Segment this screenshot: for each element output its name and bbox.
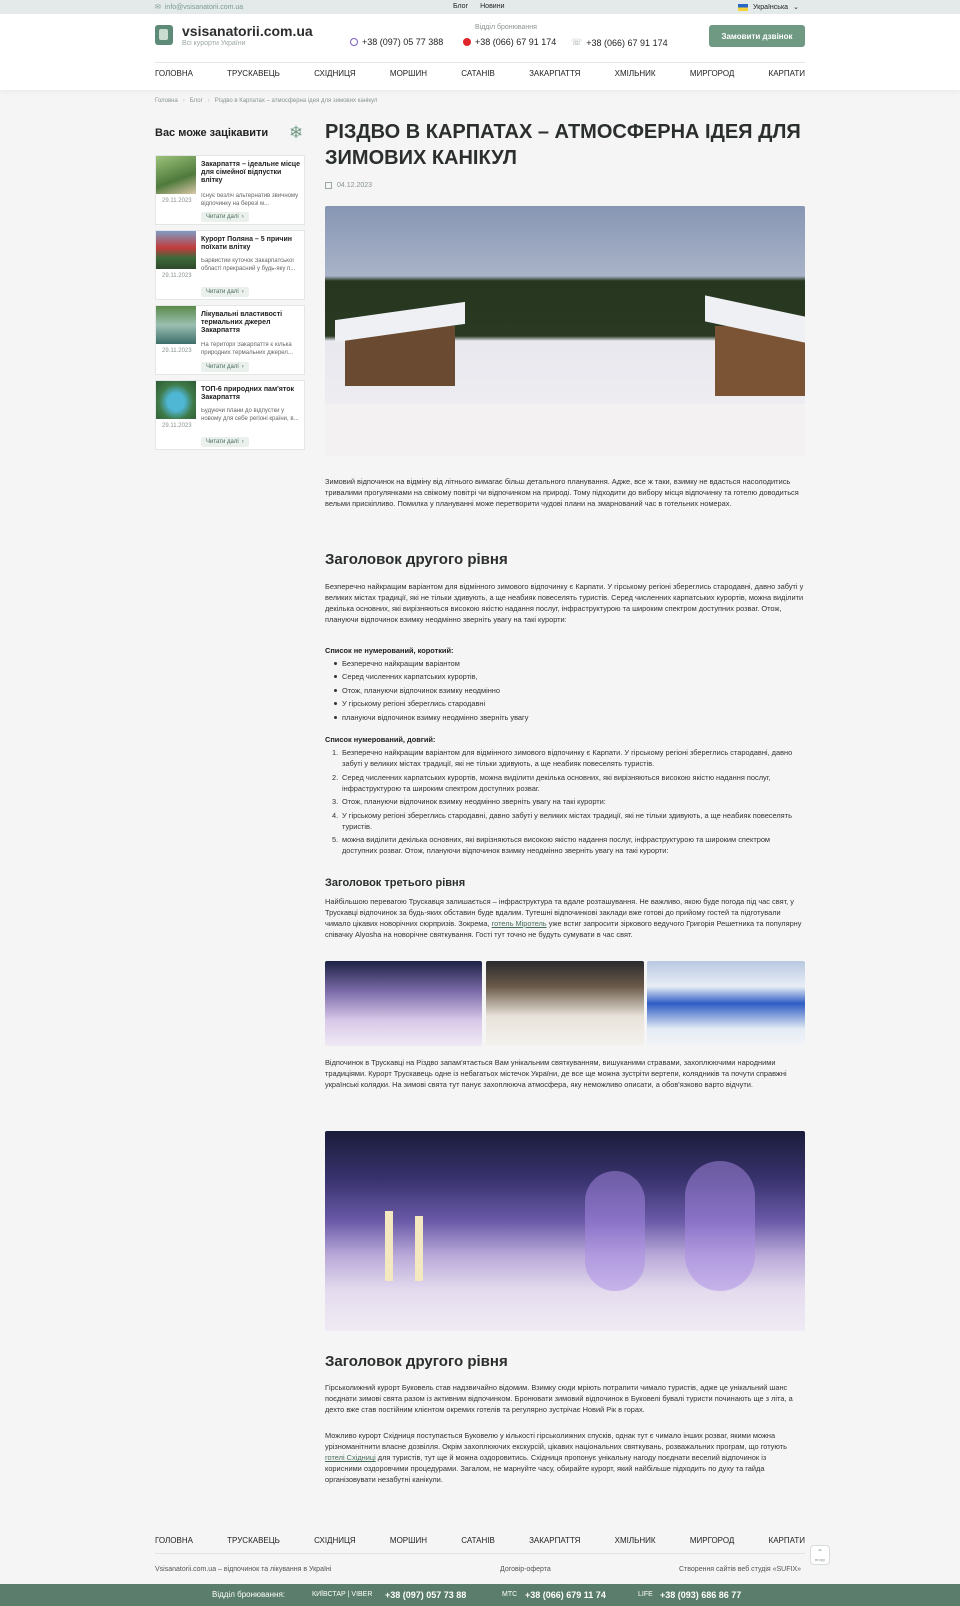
top-bar (0, 0, 960, 14)
booking-bar (0, 1584, 960, 1606)
hero-image (325, 206, 805, 456)
booking-phone[interactable] (385, 1590, 466, 1600)
article-date-text: 04.12.2023 (337, 182, 373, 189)
nav-item[interactable]: ЗАКАРПАТТЯ (529, 69, 581, 78)
vodafone-icon (463, 38, 471, 46)
article-paragraph (325, 896, 805, 940)
list-number: 5. (332, 835, 339, 844)
list-number: 4. (332, 810, 339, 820)
logo-icon[interactable] (155, 25, 173, 45)
ukraine-flag-icon (738, 4, 748, 11)
card-thumbnail (156, 381, 196, 419)
footer-divider (155, 1553, 805, 1554)
chevron-up-icon: ⌃ (816, 1548, 824, 1557)
paragraph-text: для туристів, тут ще й можна оздоровитись. Східниця пропонує унікальну нагоду поєднати веселий відпочинок із корисними оздоровчими процедурами. Загалом, не марнуйте часу, обирайте курорт, який найбільше підходить по духу та гайда організовувати незабутні канікули. (325, 1453, 767, 1484)
read-more-label: Читати далі (206, 214, 239, 220)
list-label: Список не нумерований, короткий: (325, 646, 454, 655)
site-tagline: Всі курорти України (182, 40, 246, 47)
card-excerpt: Барвистий куточок Закарпатської області прекрасний у будь-яку п... (201, 258, 296, 272)
breadcrumb (155, 98, 377, 104)
nav-item[interactable]: СХІДНИЦЯ (314, 69, 356, 78)
list-item: Серед численних карпатських курортів, (325, 670, 805, 683)
sidebar-card[interactable] (155, 230, 305, 300)
phone-landline[interactable] (571, 37, 668, 48)
sidebar-card[interactable] (155, 305, 305, 375)
article-title: РІЗДВО В КАРПАТАХ – АТМОСФЕРНА ІДЕЯ ДЛЯ ЗИМОВИХ КАНІКУЛ (325, 121, 801, 169)
article-paragraph: Відпочинок в Трускавці на Різдво запам'ятається Вам унікальним святкуванням, вишуканими стравами, захоплюючими народними традиціями. Курорт Трускавець одне із небагатьох містечок України, де все ще можна зустріти вертепи, колядників та почути справжні українські колядки. На зимові свята тут панує захоплююча атмосфера, яку неможливо описати, а обов'язково варто відчути. (325, 1058, 787, 1089)
card-title[interactable]: Закарпаття – ідеальне місце для сімейної відпустки влітку (201, 161, 300, 184)
paragraph-text: Можливо курорт Східниця поступається Буковелю у кількості гірськолижних спусків, однак тут є чимало інших розваг, якими можна урізноманітнити власне дозвілля. Окрім захоплюючих екскурсій, цікавих національних святкувань, розважальних програм, що готують (325, 1431, 787, 1451)
article-date (325, 182, 372, 189)
card-excerpt: Існує безліч альтернатив звичному відпочинку на березі м... (201, 193, 299, 207)
nav-item[interactable]: ТРУСКАВЕЦЬ (227, 69, 280, 78)
tree-lights-shape (685, 1161, 755, 1291)
order-call-button[interactable]: Замовити дзвінок (709, 25, 805, 47)
footer-nav-item[interactable]: КАРПАТИ (768, 1535, 805, 1545)
list-item-text: У гірському регіоні збереглись стародавні, давно забуті у великих містах традиції, які не тільки здивують, а ще неабияк повеселять туристів. (342, 810, 792, 831)
card-thumbnail (156, 231, 196, 269)
card-date: 29.11.2023 (162, 273, 192, 279)
phone-number: +38 (093) 686 86 77 (660, 1590, 742, 1600)
card-date: 29.11.2023 (162, 423, 192, 429)
breadcrumb-home[interactable]: Головна (155, 98, 178, 104)
lamp-post-shape (415, 1216, 423, 1281)
sidebar-title: Вас може зацікавити (155, 127, 269, 139)
tree-lights-shape (585, 1171, 645, 1291)
list-item: плануючи відпочинок взимку неодмінно зверніть увагу (325, 711, 805, 724)
list-number: 1. (332, 748, 339, 757)
footer-nav-item[interactable]: ГОЛОВНА (155, 1535, 193, 1545)
booking-phone[interactable] (525, 1590, 606, 1600)
heading-h2: Заголовок другого рівня (325, 1353, 508, 1370)
nav-item[interactable]: ХМІЛЬНИК (614, 69, 656, 78)
sidebar-card[interactable] (155, 380, 305, 450)
breadcrumb-blog[interactable]: Блог (189, 98, 203, 104)
list-item-text: можна виділити декілька основних, які вирізняються високою якістю надання послуг, інфраструктурою та широким спектром доступних розваг. Отож, плануючи відпочинок взимку неодмінно зверніть увагу на такі курорти: (342, 835, 771, 855)
list-item: У гірському регіоні збереглись стародавні (325, 697, 805, 710)
chevron-right-icon: › (241, 439, 244, 445)
scroll-to-top-button[interactable] (810, 1545, 830, 1565)
hotel-mirotel-link[interactable]: готель Міротель (491, 919, 547, 928)
footer-nav-item[interactable]: СХІДНИЦЯ (314, 1535, 356, 1545)
card-excerpt: Будуючи плани до відпустки у новому для себе регіоні країни, в... (201, 408, 299, 422)
list-item-text: Безперечно найкращим варіантом для відмінного зимового відпочинку є Карпати. У гірському регіоні збереглись стародавні, давно забуті у великих містах традиції, які не тільки здивують, а ще неабияк повеселять туристів. (342, 748, 793, 768)
read-more-label: Читати далі (206, 289, 239, 295)
read-more-button[interactable] (201, 287, 249, 297)
phone-number: +38 (097) 05 77 388 (362, 37, 444, 47)
contract-link[interactable]: Договір-оферта (500, 1566, 551, 1573)
email-link[interactable] (155, 3, 243, 11)
list-label: Список нумерований, довгий: (325, 735, 436, 744)
breadcrumb-separator: › (207, 98, 210, 104)
card-title[interactable]: ТОП-6 природних пам'яток Закарпаття (201, 386, 294, 401)
footer-nav-item[interactable]: ТРУСКАВЕЦЬ (227, 1535, 280, 1545)
card-thumbnail (156, 306, 196, 344)
nav-item[interactable]: МИРГОРОД (689, 69, 735, 78)
language-label: Українська (753, 3, 789, 11)
site-name[interactable]: vsisanatorii.com.ua (182, 23, 313, 39)
operator-label: КИЇВСТАР | VIBER (312, 1591, 373, 1598)
read-more-label: Читати далі (206, 439, 239, 445)
mail-icon: ✉ (155, 4, 161, 11)
read-more-button[interactable] (201, 362, 249, 372)
heading-h2: Заголовок другого рівня (325, 551, 508, 568)
phone-vodafone[interactable] (463, 37, 556, 47)
nav-item[interactable]: КАРПАТИ (768, 69, 805, 78)
list-item: Отож, плануючи відпочинок взимку неодмінно (325, 684, 805, 697)
article-paragraph: Безперечно найкращим варіантом для відмінного зимового відпочинку є Карпати. У гірському регіоні збереглись стародавні, давно забуті у великих містах традиції, які не тільки здивують, а ще неабияк повеселять туристів. Серед численних карпатських курортів, можна виділити декілька основних, які вирізняються високою якістю надання послуг, інфраструктурою та широким спектром доступних розваг. Отож, плануючи відпочинок взимку неодмінно зверніть увагу на такі курорти: (325, 582, 804, 624)
read-more-label: Читати далі (206, 364, 239, 370)
phone-viber[interactable] (350, 37, 443, 47)
card-title[interactable]: Лікувальні властивості термальних джерел Закарпаття (201, 311, 283, 334)
heading-h3: Заголовок третього рівня (325, 877, 466, 889)
phone-number: +38 (066) 67 91 174 (586, 37, 668, 48)
park-image (325, 1131, 805, 1331)
article-paragraph: Гірськолижний курорт Буковель став надзвичайно відомим. Взимку сюди мріють потрапити чимало туристів, адже це унікальний шанс поєднати зимові свята разом із активним відпочинком. Бронювати зимовий відпочинок в Буковелі бувалі туристи починають ще з літа, а дехто вже став постійним клієнтом окремих готелів та регулярно зустрічає Новий Рік в горах. (325, 1383, 793, 1414)
scroll-to-top-label: вгору (815, 1557, 825, 1562)
sidebar-card[interactable] (155, 155, 305, 225)
list-number: 3. (332, 797, 339, 806)
card-date: 29.11.2023 (162, 198, 192, 204)
footer-nav-item[interactable]: ХМІЛЬНИК (614, 1535, 656, 1545)
booking-label: Відділ бронювання (475, 24, 537, 31)
footer-nav-item[interactable]: МИРГОРОД (689, 1535, 735, 1545)
footer-nav (155, 1531, 805, 1549)
read-more-button[interactable] (201, 437, 249, 447)
phone-number: +38 (066) 679 11 74 (525, 1590, 606, 1600)
numbered-list (325, 747, 805, 859)
gallery-image (486, 961, 644, 1046)
chevron-right-icon: › (241, 364, 244, 370)
chevron-right-icon: › (241, 214, 244, 220)
paragraph-text: Найбільшою перевагою Трускавця залишається – інфраструктура та вдале розташування. Не важливо, якою буде погода під час свят, у Трускавці відпочинок за будь-яких обставин буде вдалим. Тутешні відпочинкові заклади вже готові до прийому гостей та підготували чимало цікавих новорічних сюрпризів. Зокрема, (325, 897, 794, 928)
card-thumbnail (156, 156, 196, 194)
lamp-post-shape (385, 1211, 393, 1281)
site-header (0, 14, 960, 90)
email-text: info@vsisanatorii.com.ua (164, 3, 244, 11)
operator-label: МТС (502, 1591, 518, 1598)
booking-phone[interactable] (660, 1590, 741, 1600)
footer-nav-item[interactable]: МОРШИН (389, 1535, 428, 1545)
paragraph-text: уже встиг запросити зіркового ведучого Григорія Решетника та популярну співачку Alyosha на новорічне святкування. Гості тут точно не будуть сумувати в час свят. (325, 919, 802, 939)
card-date: 29.11.2023 (162, 348, 192, 354)
studio-link[interactable]: Створення сайтів веб студія «SUFIX» (679, 1566, 802, 1573)
snow-shape (325, 404, 805, 456)
list-item (325, 810, 805, 832)
breadcrumb-current: Різдво в Карпатах – атмосферна ідея для зимових канікул (214, 98, 378, 104)
calendar-icon (325, 182, 332, 189)
snowflake-icon: ❄ (288, 123, 304, 142)
phone-icon: ☏ (571, 37, 583, 47)
card-excerpt: На території Закарпаття є кілька природних термальних джерел... (201, 342, 293, 356)
copyright-text: Vsisanatorii.com.ua – відпочинок та лікування в Україні (155, 1566, 332, 1573)
nav-item[interactable]: САТАНІВ (461, 69, 495, 78)
article-intro: Зимовий відпочинок на відміну від літнього вимагає більш детального планування. Адже, все ж таки, взимку не вдасться насолодитись тривалими прогулянками на свіжому повітрі чи відпочинком на природі. Тому підходити до вибору місця відпочинку та готелю доводиться вельми прискіпливо. Помилка у плануванні може перетворити чудові плани на змарнований час в готельних номерах. (325, 477, 799, 508)
operator-label: LIFE (638, 1591, 653, 1598)
bullet-list (325, 657, 805, 724)
viber-icon (350, 38, 358, 46)
list-item-text: Отож, плануючи відпочинок взимку неодмінно зверніть увагу на такі курорти: (342, 797, 606, 806)
language-selector[interactable] (738, 3, 799, 11)
nav-item[interactable]: МОРШИН (389, 69, 428, 78)
list-item (325, 772, 805, 794)
read-more-button[interactable] (201, 212, 249, 222)
footer-nav-item[interactable]: ЗАКАРПАТТЯ (529, 1535, 581, 1545)
top-link-news[interactable]: Новини (480, 3, 505, 10)
booking-bar-label: Відділ бронювання: (212, 1590, 286, 1599)
breadcrumb-separator: › (182, 98, 185, 104)
footer-nav-item[interactable]: САТАНІВ (461, 1535, 495, 1545)
card-title[interactable]: Курорт Поляна – 5 причин поїхати влітку (201, 236, 292, 251)
article-paragraph (325, 1430, 805, 1485)
list-item (325, 834, 805, 856)
phone-number: +38 (097) 057 73 88 (385, 1590, 467, 1600)
chevron-down-icon: ⌄ (793, 4, 799, 11)
chevron-right-icon: › (241, 289, 244, 295)
gallery-image (325, 961, 482, 1046)
list-item: Безперечно найкращим варіантом (325, 657, 805, 670)
gallery-image (647, 961, 805, 1046)
main-nav (155, 62, 805, 84)
top-link-blog[interactable]: Блог (453, 3, 469, 10)
list-item-text: Серед численних карпатських курортів, можна виділити декілька основних, які вирізняються високою якістю надання послуг, інфраструктурою та широким спектром доступних розваг. (342, 772, 771, 793)
nav-item[interactable]: ГОЛОВНА (155, 69, 193, 78)
phone-number: +38 (066) 67 91 174 (475, 37, 557, 47)
hotels-skhidnytsia-link[interactable]: готелі Східниці (325, 1453, 376, 1462)
list-number: 2. (332, 772, 339, 782)
list-item (325, 747, 805, 769)
list-item (325, 796, 805, 807)
